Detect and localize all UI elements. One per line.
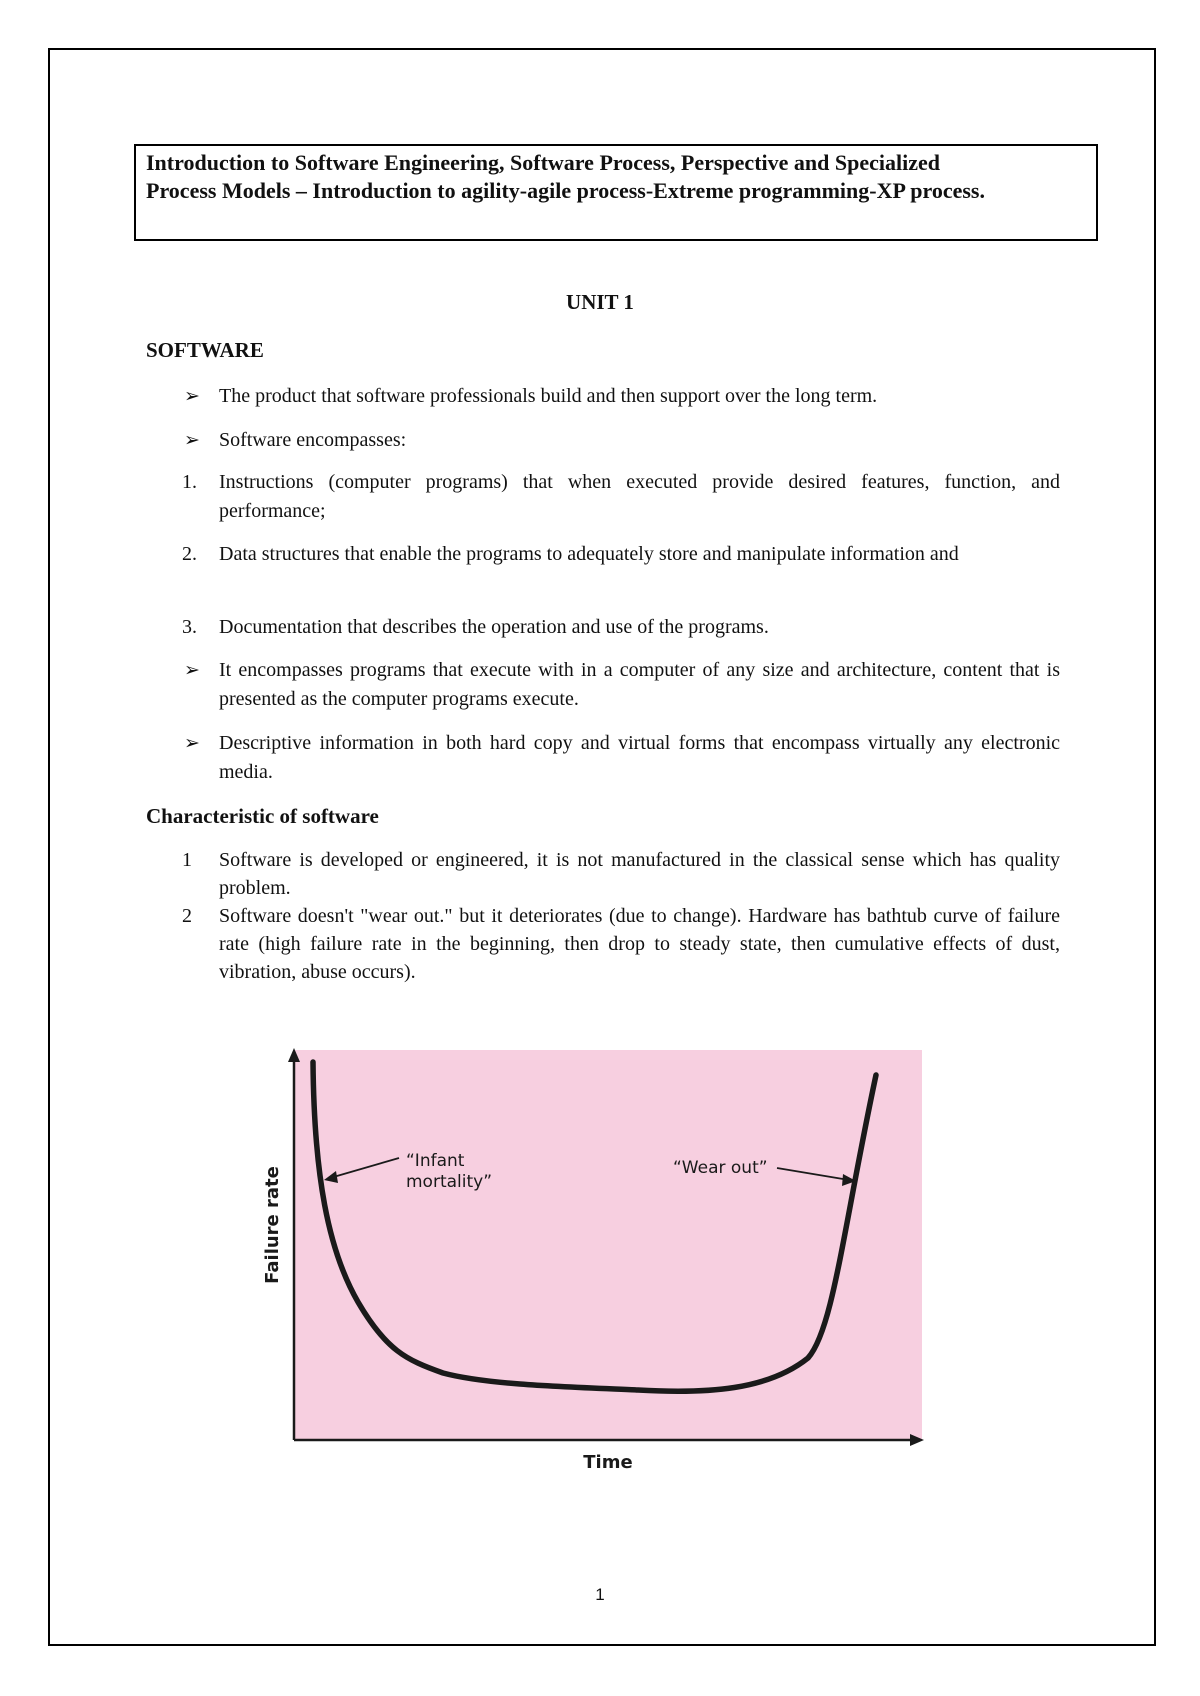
title-line-1: Introduction to Software Engineering, Software Process, Perspective and Specialized <box>146 150 940 175</box>
number-marker: 1 <box>182 849 192 871</box>
title-line-2: Process Models – Introduction to agility-agile process-Extreme programming-XP process. <box>146 178 985 203</box>
bathtub-curve-figure <box>248 1040 928 1480</box>
arrow-bullet-icon: ➢ <box>184 385 200 407</box>
plot-background <box>294 1050 922 1440</box>
software-numbered-3-text: Documentation that describes the operation and use of the programs. <box>219 616 769 638</box>
arrow-bullet-icon: ➢ <box>184 659 200 681</box>
software-numbered-2 <box>146 540 1060 569</box>
software-bullet-3-text: It encompasses programs that execute with in a computer of any size and architecture, content that is presented as the computer programs execute. <box>219 659 1060 710</box>
software-numbered-3 <box>146 613 1060 642</box>
page-number: 1 <box>595 1585 605 1604</box>
infant-mortality-label-line-2: mortality” <box>406 1172 493 1192</box>
title-box <box>134 144 1098 241</box>
characteristic-1-text: Software is developed or engineered, it is not manufactured in the classical sense which has quality problem. <box>219 849 1060 899</box>
number-marker: 1. <box>182 471 197 493</box>
infant-mortality-label-line-1: “Infant <box>406 1151 465 1171</box>
software-bullet-1-text: The product that software professionals build and then support over the long term. <box>219 385 878 407</box>
arrow-bullet-icon: ➢ <box>184 732 200 754</box>
software-bullet-2-text: Software encompasses: <box>219 429 407 451</box>
software-numbered-1-text: Instructions (computer programs) that when executed provide desired features, function, and performance; <box>219 471 1060 522</box>
bathtub-curve-svg <box>248 1040 928 1480</box>
software-bullet-2 <box>146 426 1060 455</box>
software-bullet-1 <box>146 382 1060 411</box>
number-marker: 2 <box>182 905 192 927</box>
software-bullet-4-text: Descriptive information in both hard copy and virtual forms that encompass virtually any electronic media. <box>219 732 1060 783</box>
characteristic-2 <box>146 902 1060 986</box>
number-marker: 2. <box>182 543 197 565</box>
unit-heading: UNIT 1 <box>566 290 634 314</box>
software-heading: SOFTWARE <box>146 338 264 362</box>
software-bullet-4 <box>146 729 1060 787</box>
number-marker: 3. <box>182 616 197 638</box>
wear-out-label: “Wear out” <box>673 1158 768 1178</box>
x-axis-label: Time <box>583 1452 633 1473</box>
arrow-bullet-icon: ➢ <box>184 429 200 451</box>
characteristic-1 <box>146 846 1060 902</box>
software-numbered-2-text: Data structures that enable the programs to adequately store and manipulate information and <box>219 543 959 565</box>
software-bullet-3 <box>146 656 1060 714</box>
characteristics-heading: Characteristic of software <box>146 804 379 828</box>
software-numbered-1 <box>146 468 1060 526</box>
characteristic-2-text: Software doesn't "wear out." but it deteriorates (due to change). Hardware has bathtub curve of failure rate (high failure rate in the beginning, then drop to steady state, then cumulative effects of dust, vibration, abuse occurs). <box>219 905 1060 983</box>
y-axis-label: Failure rate <box>262 1166 283 1284</box>
